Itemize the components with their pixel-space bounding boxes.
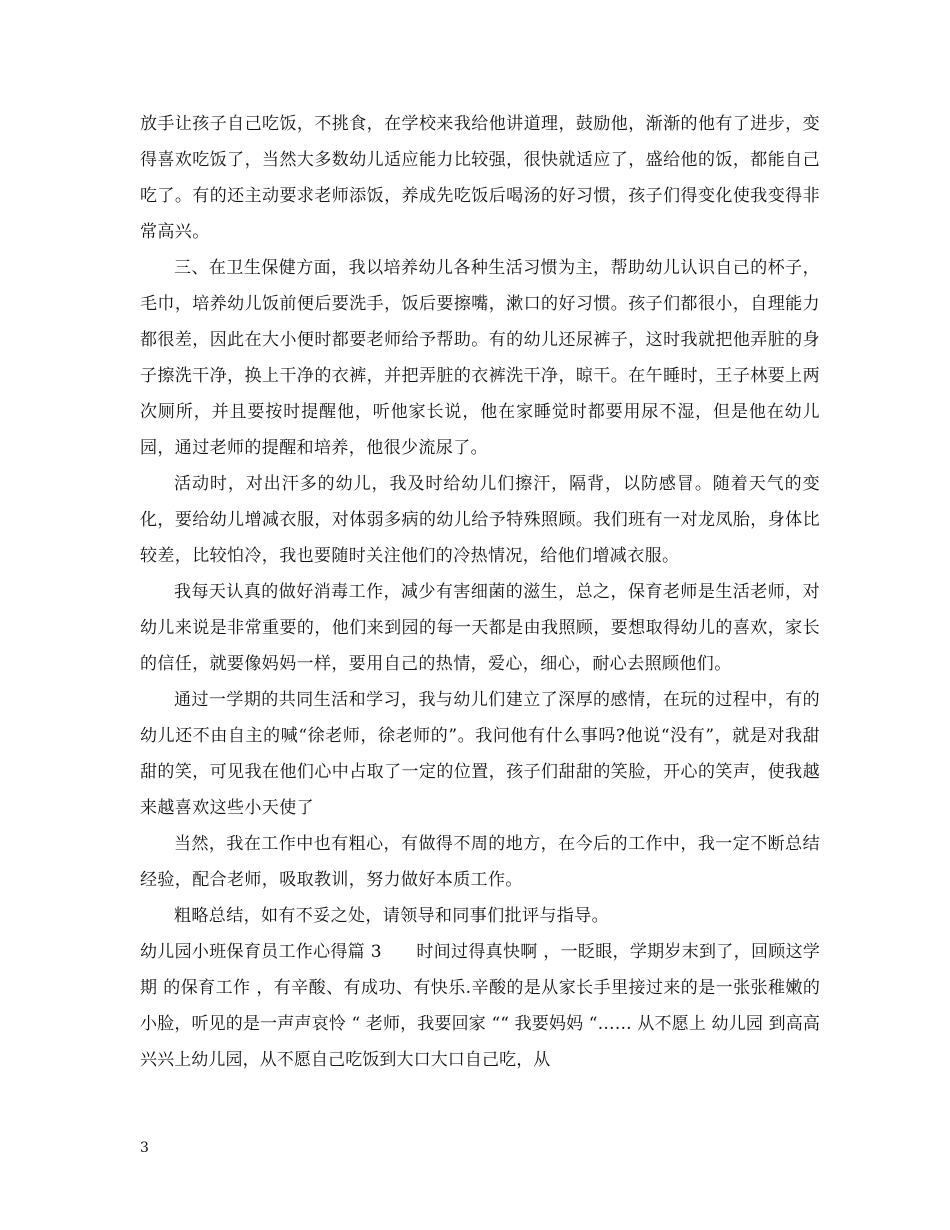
paragraph-closing: 粗略总结，如有不妥之处，请领导和同事们批评与指导。 [174,906,609,926]
paragraph-article-3: 幼儿园小班保育员工作心得篇 3 时间过得真快啊 ，一眨眼，学期岁末到了，回顾这学期 的保育工作 ，有辛酸、有成功、有快乐.辛酸的是从家长手里接过来的是一张张稚嫩的小脸，听见的是一声声哀怜 “ 老师，我要回家 ““ 我要妈妈 “…… 从不愿上 幼儿园 到高高兴兴上幼儿园，从不愿自己吃饭到大口大口自己吃，从 [140,942,820,1070]
document-body [140,106,820,1078]
paragraph-activities: 活动时，对出汗多的幼儿，我及时给幼儿们擦汗，隔背，以防感冒。随着天气的变化，要给幼儿增减衣服，对体弱多病的幼儿给予特殊照顾。我们班有一对龙凤胎，身体比较差，比较怕冷，我也要随时关注他们的冷热情况，给他们增减衣服。 [140,474,820,566]
paragraph-relationship: 通过一学期的共同生活和学习，我与幼儿们建立了深厚的感情，在玩的过程中，有的幼儿还不由自主的喊“徐老师，徐老师的”。我问他有什么事吗?他说“没有”，就是对我甜甜的笑，可见我在他们心中占取了一定的位置，孩子们甜甜的笑脸，开心的笑声，使我越来越喜欢这些小天使了 [140,690,820,818]
paragraph-continuation: 放手让孩子自己吃饭，不挑食，在学校来我给他讲道理，鼓励他，渐渐的他有了进步，变得喜欢吃饭了，当然大多数幼儿适应能力比较强，很快就适应了，盛给他的饭，都能自己吃了。有的还主动要求老师添饭，养成先吃饭后喝汤的好习惯，孩子们得变化使我变得非常高兴。 [140,114,820,242]
paragraph-hygiene: 三、在卫生保健方面，我以培养幼儿各种生活习惯为主，帮助幼儿认识自己的杯子，毛巾，培养幼儿饭前便后要洗手，饭后要擦嘴，漱口的好习惯。孩子们都很小，自理能力都很差，因此在大小便时都要老师给予帮助。有的幼儿还尿裤子，这时我就把他弄脏的身子擦洗干净，换上干净的衣裤，并把弄脏的衣裤洗干净，晾干。在午睡时，王子林要上两次厕所，并且要按时提醒他，听他家长说，他在家睡觉时都要用尿不湿，但是他在幼儿园，通过老师的提醒和培养，他很少流尿了。 [140,258,820,458]
paragraph-improvement: 当然，我在工作中也有粗心，有做得不周的地方，在今后的工作中，我一定不断总结经验，配合老师，吸取教训，努力做好本质工作。 [140,834,820,890]
page-number: 3 [140,1140,149,1156]
paragraph-disinfection: 我每天认真的做好消毒工作，减少有害细菌的滋生，总之，保育老师是生活老师，对幼儿来说是非常重要的，他们来到园的每一天都是由我照顾，要想取得幼儿的喜欢，家长的信任，就要像妈妈一样，要用自己的热情，爱心，细心，耐心去照顾他们。 [140,582,820,674]
